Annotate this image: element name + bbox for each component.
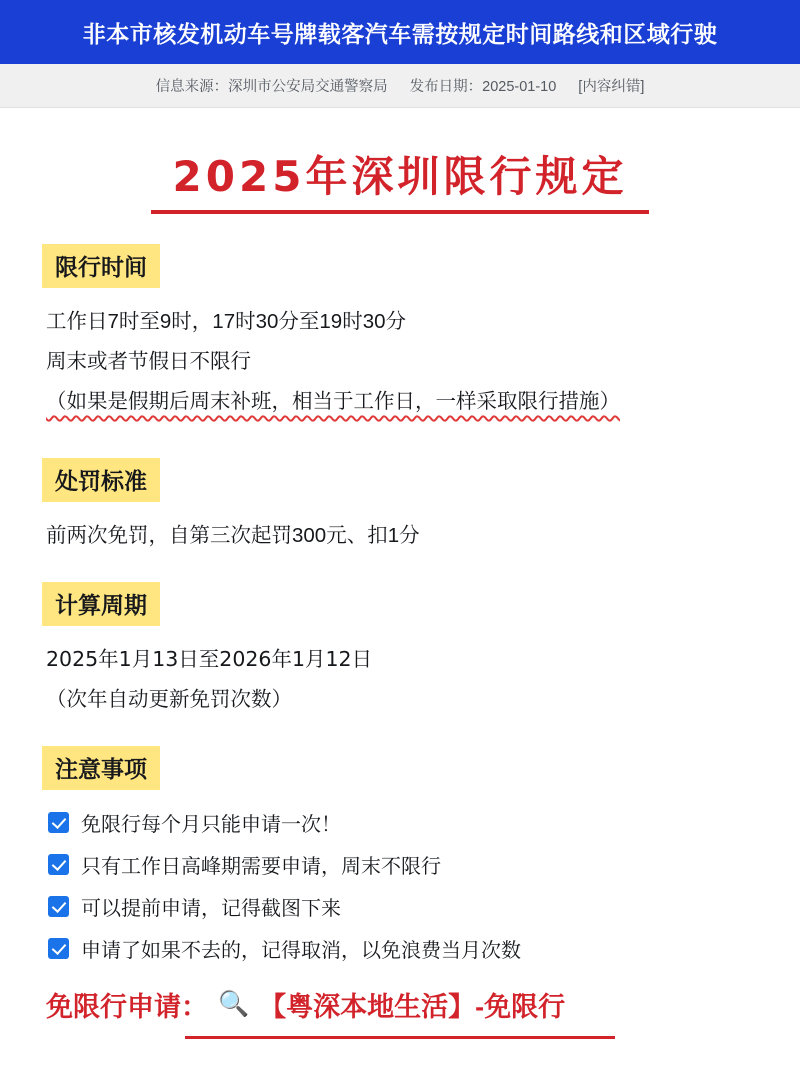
section-calculation-cycle <box>34 582 766 720</box>
section-restriction-time <box>34 244 766 422</box>
check-icon <box>48 812 69 833</box>
section-line-emphasis: （如果是假期后周末补班，相当于工作日，一样采取限行措施） <box>46 388 620 413</box>
list-item-label: 可以提前申请，记得截图下来 <box>81 897 341 920</box>
list-item <box>48 850 766 879</box>
section-line: （次年自动更新免罚次数） <box>46 686 292 711</box>
check-icon <box>48 854 69 875</box>
section-heading: 处罚标准 <box>42 458 160 502</box>
section-heading: 注意事项 <box>42 746 160 790</box>
section-notes <box>34 746 766 963</box>
list-item <box>48 892 766 921</box>
section-penalty-standard <box>34 458 766 556</box>
poster-content <box>0 108 800 1039</box>
section-line: 前两次免罚，自第三次起罚300元、扣1分 <box>46 523 420 547</box>
section-heading: 计算周期 <box>42 582 160 626</box>
publish-date-label: 发布日期：2025-01-10 <box>409 79 557 95</box>
cta-target-label: 【粤深本地生活】-免限行 <box>259 991 566 1022</box>
list-item <box>48 808 766 837</box>
list-item-label: 免限行每个月只能申请一次！ <box>81 813 341 836</box>
application-cta <box>34 985 766 1024</box>
check-icon <box>48 896 69 917</box>
list-item-label: 只有工作日高峰期需要申请，周末不限行 <box>81 855 441 878</box>
section-line: 周末或者节假日不限行 <box>46 349 251 373</box>
section-line: 工作日7时至9时，17时30分至19时30分 <box>46 310 407 333</box>
page-title: 2025年深圳限行规定 <box>172 152 628 201</box>
source-label: 信息来源：深圳市公安局交通警察局 <box>155 79 388 95</box>
title-underline <box>151 210 649 214</box>
section-line: 2025年1月13日至2026年1月12日 <box>46 646 373 671</box>
list-item <box>48 934 766 963</box>
source-bar <box>0 64 800 108</box>
section-heading: 限行时间 <box>42 244 160 288</box>
notes-list <box>34 808 766 963</box>
content-correction-link[interactable]: [内容纠错] <box>578 79 645 95</box>
check-icon <box>48 938 69 959</box>
cta-underline <box>185 1036 615 1039</box>
list-item-label: 申请了如果不去的，记得取消，以免浪费当月次数 <box>81 939 521 962</box>
header-banner <box>0 0 800 64</box>
banner-title: 非本市核发机动车号牌载客汽车需按规定时间路线和区域行驶 <box>82 20 718 47</box>
search-icon: 🔍 <box>218 989 250 1018</box>
cta-label: 免限行申请： <box>46 991 208 1022</box>
